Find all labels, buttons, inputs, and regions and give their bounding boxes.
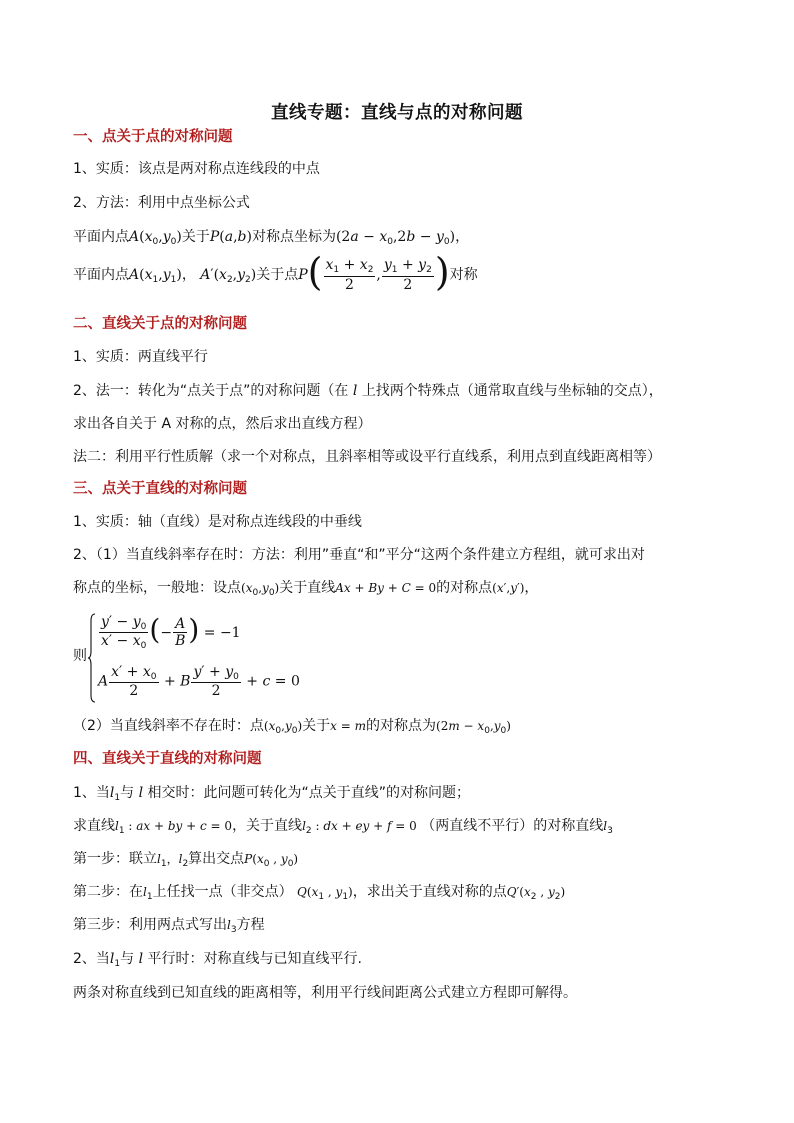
s2-line-1: 1、实质：两直线平行 xyxy=(73,349,208,365)
text: 与 xyxy=(120,785,135,801)
s4-line-7: 两条对称直线到已知直线的距离相等，利用平行线间距离公式建立方程即可解得。 xyxy=(73,985,577,1001)
text: 关于直线 xyxy=(279,580,336,596)
text: 平面内点 xyxy=(73,229,129,245)
text: 第一步：联立 xyxy=(73,851,157,867)
s4-line-1: 1、当$l_1$与 l 相交时：此问题可转化为“点关于直线”的对称问题； xyxy=(73,785,471,803)
s4-line-5: 第三步：利用两点式写出$l_3$方程 xyxy=(73,917,265,935)
s3-line-1: 1、实质：轴（直线）是对称点连线段的中垂线 xyxy=(73,514,362,530)
s3-line-5: （2）当直线斜率不存在时：点$(x_0,y_0)$关于x = m的对称点为$(2m - x_0,y_0)$ xyxy=(73,718,511,736)
text: ，关于直线 xyxy=(232,818,303,834)
section-2-heading: 二、直线关于点的对称问题 xyxy=(73,316,247,332)
text: 2、当 xyxy=(73,951,110,967)
text: 关于 xyxy=(181,229,210,245)
text: ，求出关于直线对称的点 xyxy=(352,884,507,900)
s1-line-1: 1、实质：该点是两对称点连线段的中点 xyxy=(73,161,320,177)
text: 平行时：对称直线与已知直线平行. xyxy=(147,951,362,967)
s4-line-3: 第一步：联立$l_1$，$l_2$算出交点$P(x_0$ , $y_0$) xyxy=(73,851,299,869)
s3-line-2: 2、（1）当直线斜率存在时：方法：利用”垂直“和”平分“这两个条件建立方程组，就可求出对 xyxy=(73,547,645,563)
s4-line-4: 第二步：在$l_1$上任找一点（非交点） $Q(x_1$ , $y_1$)，求出关于直线对称的点$Q'(x_2$ , $y_2$) xyxy=(73,884,566,902)
formula-point-a: A xyxy=(129,229,140,245)
text: 称点的坐标，一般地：设点 xyxy=(73,580,241,596)
section-1-heading: 一、点关于点的对称问题 xyxy=(73,129,233,145)
text: 算出交点 xyxy=(188,851,245,867)
text: 求直线 xyxy=(73,818,115,834)
left-brace xyxy=(88,613,96,703)
s2-line-3: 求出各自关于 A 对称的点，然后求出直线方程） xyxy=(73,416,372,432)
text: 相交时：此问题可转化为“点关于直线”的对称问题； xyxy=(147,785,471,801)
text: 关于 xyxy=(302,718,331,734)
equation-perpendicular: $\frac{y' - y_0}{x' - x_0}$ (− $\frac{A}{B}$ ) = −1 xyxy=(101,612,241,652)
text: 方程 xyxy=(236,917,265,933)
s3-line-3: 称点的坐标，一般地：设点$(x_0,y_0)$关于直线Ax + By + C = 0的对称点(x′,y′)， xyxy=(73,580,539,598)
text: 2、法一：转化为“点关于点”的对称问题（在 xyxy=(73,383,349,399)
text: 与 xyxy=(120,951,135,967)
s4-line-6: 2、当$l_1$与 l 平行时：对称直线与已知直线平行. xyxy=(73,951,362,969)
s4-line-2: 求直线$l_1$ : ax + by + c = 0，关于直线$l_2$ : dx + ey + f = 0 （两直线不平行）的对称直线$l_3$ xyxy=(73,818,613,836)
text: 上找两个特殊点（通常取直线与坐标轴的交点）， xyxy=(361,383,663,399)
s2-line-4: 法二：利用平行性质解（求一个对称点，且斜率相等或设平行直线系，利用点到直线距离相等） xyxy=(73,449,661,465)
s1-line-2: 2、方法：利用中点坐标公式 xyxy=(73,195,250,211)
text: 第三步：利用两点式写出 xyxy=(73,917,227,933)
page-title: 直线专题：直线与点的对称问题 xyxy=(271,103,523,123)
s2-line-2: 2、法一：转化为“点关于点”的对称问题（在 l 上找两个特殊点（通常取直线与坐标轴的交点）， xyxy=(73,383,663,399)
text: 关于点 xyxy=(256,267,299,283)
text: （2）当直线斜率不存在时：点 xyxy=(73,718,264,734)
text: 第二步：在 xyxy=(73,884,143,900)
equation-midpoint: A $\frac{x' + x_0}{2}$ + B $\frac{y' + y_0}{2}$ + c = 0 xyxy=(98,664,300,700)
section-3-heading: 三、点关于直线的对称问题 xyxy=(73,481,247,497)
s3-ze-label: 则 xyxy=(73,648,87,664)
text: 平面内点 xyxy=(73,267,129,283)
text: 上任找一点（非交点） xyxy=(152,884,293,900)
text: 1、当 xyxy=(73,785,110,801)
text: （两直线不平行）的对称直线 xyxy=(421,818,604,834)
s1-line-4: 平面内点$A(x_1,y_1)$， $A'(x_2,y_2)$关于点P( $\frac{x_1 + x_2}{2}$ , $\frac{y_1 + y_2}{2}$ )对称 xyxy=(73,250,478,294)
text: 的对称点为 xyxy=(366,718,437,734)
text: 对称 xyxy=(449,267,478,283)
text: 的对称点 xyxy=(436,580,493,596)
s1-line-3: 平面内点$A(x_0,y_0)$关于P(a,b)对称点坐标为$(2a - x_0,2b - y_0)$， xyxy=(73,229,470,247)
section-4-heading: 四、直线关于直线的对称问题 xyxy=(73,751,262,767)
text: 对称点坐标为 xyxy=(251,229,336,245)
